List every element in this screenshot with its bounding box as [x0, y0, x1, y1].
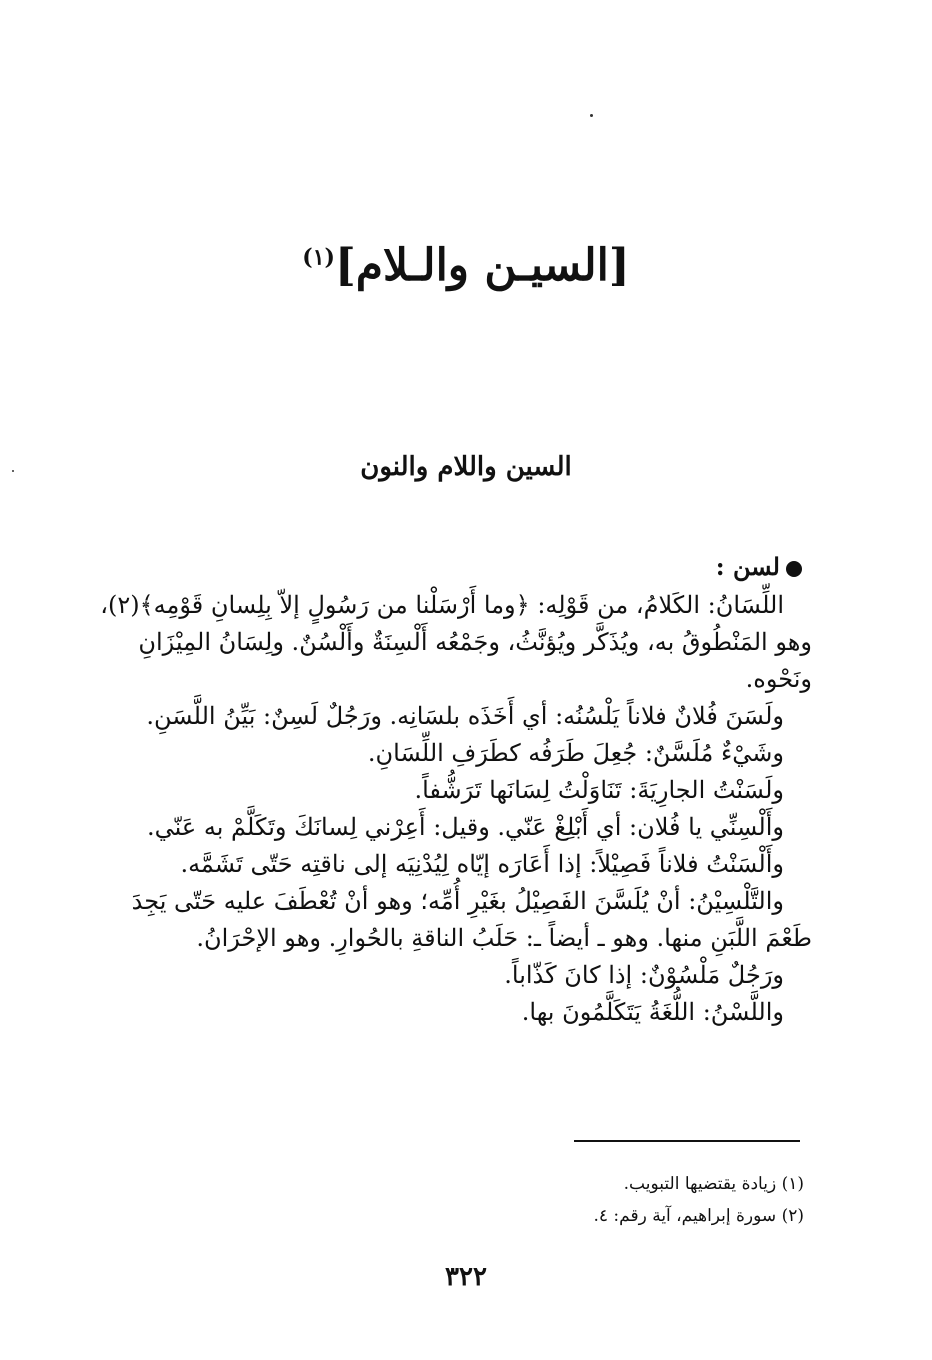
entry-paragraph: وأَلْسَنْتُ فلاناً فَصِيْلاً: إذا أَعَارَه إيّاه لِيُدْنِيَه إلى ناقتِه حَتّى تَشَمَّه. [180, 850, 784, 878]
entry-paragraph: وأَلْسِنِّي يا فُلان: أي أَبْلِغْ عَنّي. وقيل: أَعِرْني لِسانَكَ وتَكَلَّمْ به عَنّي. [147, 813, 784, 841]
headword-text: لسن : [715, 552, 780, 581]
page-speck [590, 114, 593, 117]
footnote-divider [574, 1140, 800, 1142]
entry-paragraph: ولَسَنْتُ الجارِيَةَ: تَنَاوَلْتُ لِسَانَها تَرَشُّفاً. [414, 776, 784, 804]
entry-paragraph: اللِّسَانُ: الكَلامُ، من قَوْلِه: ﴿وما أَرْسَلْنا من رَسُولٍ إلاّ بِلِسانِ قَوْمِه﴾(٢)، وهو المَنْطُوقُ به، ويُذَكَّر ويُؤنَّثُ، وجَمْعُه أَلْسِنَةٌ وأَلْسُنٌ. ولِسَانُ المِيْزَانِ ونَحْوه. [100, 591, 812, 693]
chapter-footnote-marker: (١) [302, 244, 335, 271]
page-number: ٣٢٢ [445, 1262, 487, 1292]
footnote: (١) زيادة يقتضيها التبويب. [623, 1174, 804, 1194]
bullet-icon [786, 561, 802, 577]
section-title: السين واللام والنون [360, 452, 572, 482]
entry-headword [82, 548, 812, 585]
entry-paragraph: وشَيْءٌ مُلَسَّنٌ: جُعِلَ طَرَفُه كطَرَفِ اللِّسَانِ. [367, 739, 784, 767]
footnotes [300, 1168, 804, 1232]
entry-paragraph: والتَّلْسِيْنُ: أنْ يُلَسَّنَ الفَصِيْلُ بغَيْرِ أُمِّه؛ وهو أنْ تُعْطَفَ عليه حَتّى يَجِدَ طَعْمَ اللَّبَنِ منها. وهو ـ أيضاً ـ: حَلَبُ الناقةِ بالحُوارِ. وهو الإحْرَانُ. [131, 887, 812, 952]
chapter-title-text: [السيـن والـلام] [334, 240, 630, 291]
dictionary-entry [82, 548, 812, 1031]
chapter-title [0, 240, 932, 291]
entry-paragraph: ولَسَنَ فُلانٌ فلاناً يَلْسُنُه: أي أَخَذَه بلسَانِه. ورَجُلٌ لَسِنٌ: بَيِّنُ اللَّسَنِ. [146, 702, 784, 730]
entry-paragraph: ورَجُلٌ مَلْسُوْنٌ: إذا كانَ كَذّاباً. [504, 961, 784, 989]
footnote: (٢) سورة إبراهيم، آية رقم: ٤. [593, 1206, 804, 1226]
entry-paragraph: واللَّسْنُ: اللُّغَةُ يَتَكَلَّمُونَ بها. [521, 998, 784, 1026]
